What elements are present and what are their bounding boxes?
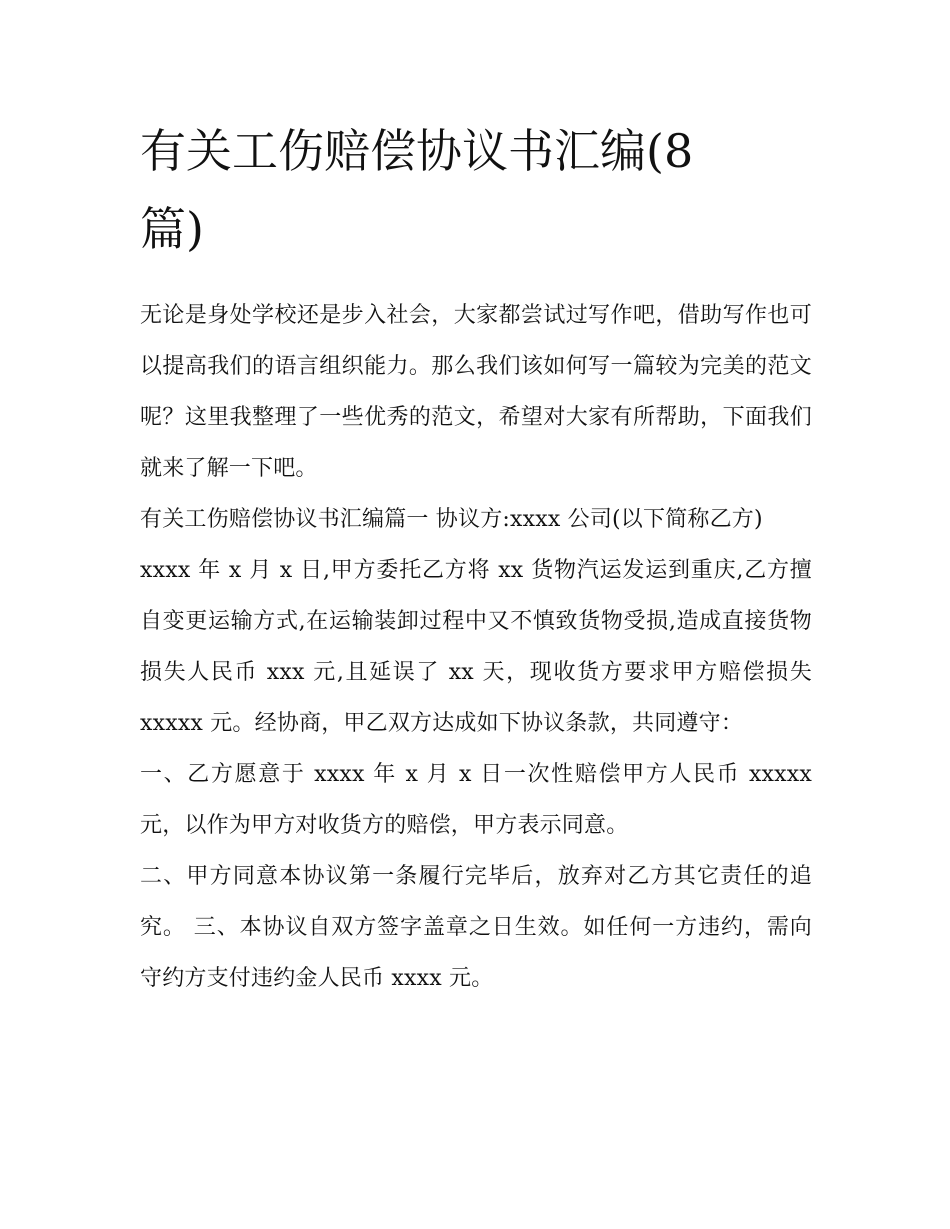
agreement-background-paragraph: xxxx 年 x 月 x 日,甲方委托乙方将 xx 货物汽运发运到重庆,乙方擅自变更运输方式,在运输装卸过程中又不慎致货物受损,造成直接货物损失人民币 xxx 元,且延误了 xx 天，现收货方要求甲方赔偿损失 xxxxx 元。经协商，甲乙双方达成如下协议条款，共同遵守：: [140, 558, 812, 736]
clause-two-three-paragraph: 二、甲方同意本协议第一条履行完毕后，放弃对乙方其它责任的追究。 三、本协议自双方签字盖章之日生效。如任何一方违约，需向守约方支付违约金人民币 xxxx 元。: [140, 864, 812, 991]
document-body: [140, 112, 812, 1004]
section-heading-paragraph: 有关工伤赔偿协议书汇编篇一 协议方:xxxx 公司(以下简称乙方): [140, 507, 763, 532]
intro-paragraph: 无论是身处学校还是步入社会，大家都尝试过写作吧，借助写作也可以提高我们的语言组织能力。那么我们该如何写一篇较为完美的范文呢？这里我整理了一些优秀的范文，希望对大家有所帮助，下面我们就来了解一下吧。: [140, 303, 812, 481]
clause-one-paragraph: 一、乙方愿意于 xxxx 年 x 月 x 日一次性赔偿甲方人民币 xxxxx 元，以作为甲方对收货方的赔偿，甲方表示同意。: [140, 762, 812, 838]
document-title: 有关工伤赔偿协议书汇编(8篇): [140, 124, 694, 256]
